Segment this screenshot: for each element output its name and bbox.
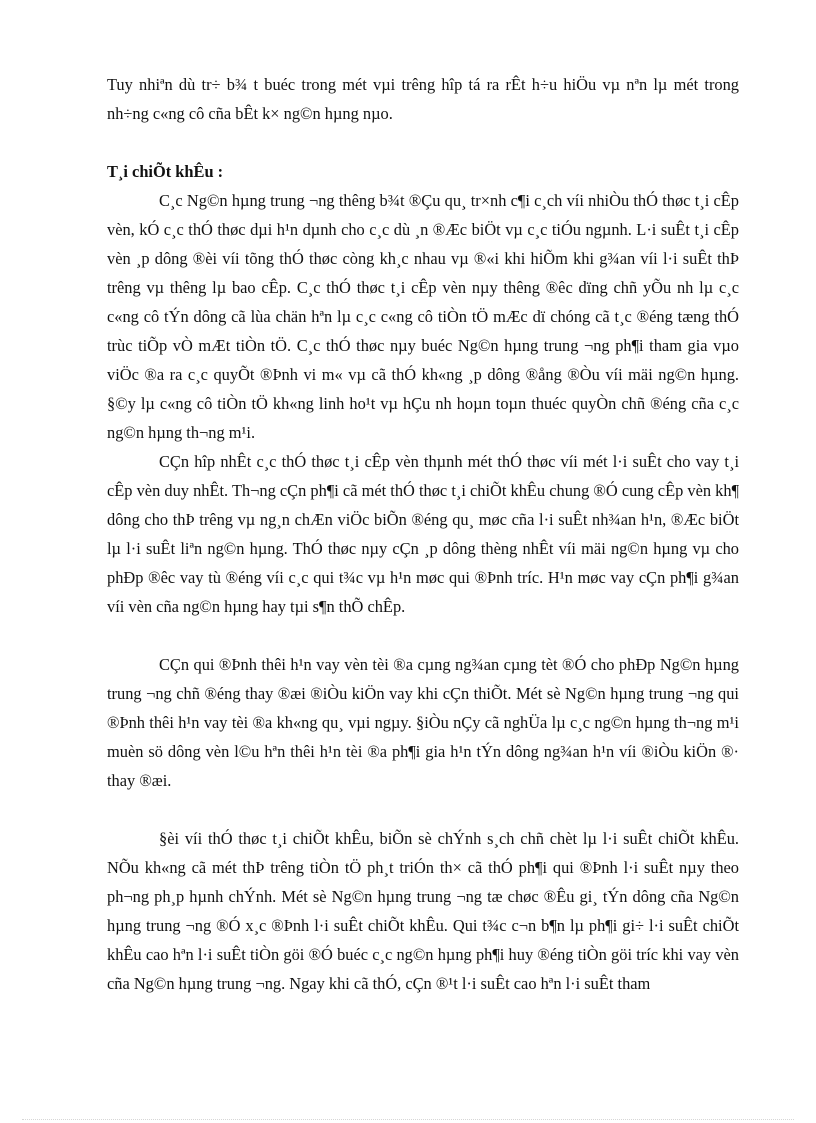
paragraph-discount-rate: §èi víi thÓ thøc t¸i chiÕt khÊu, biÕn sè chÝnh s¸ch chñ chèt lµ l·i suÊt chiÕt khÊu. NÕu kh«ng cã mét thÞ trêng tiÒn tÖ ph¸t triÓn th× cã thÓ ph¶i qui ®Þnh l·i suÊt nµy theo ph¬ng ph¸p hµnh chÝnh. Mét sè Ng©n hµng trung ¬ng tæ chøc ®Êu gi¸ tÝn dông cña Ng©n hµng trung ¬ng ®Ó x¸c ®Þnh l·i suÊt chiÕt khÊu. Qui t¾c c¬n b¶n lµ ph¶i gi÷ l·i suÊt chiÕt khÊu cao hªn l·i suÊt tiÒn göi ®Ó buéc c¸c ng©n hµng ph¶i huy ®éng tiÒn göi tríc khi vay vèn cña Ng©n hµng trung ¬ng. Ngay khi cã thÓ, cÇn ®¹t l·i suÊt cao hªn l·i suÊt tham	[107, 829, 739, 993]
paragraph-refinancing: C¸c Ng©n hµng trung ¬ng thêng b¾t ®Çu qu¸ tr×nh c¶i c¸ch víi nhiÒu thÓ thøc t¸i cÊp vèn, kÓ c¸c thÓ thøc dµi h¹n dµnh cho c¸c dù ¸n ®Æc biÖt vµ c¸c tiÓu ngµnh. L·i suÊt t¸i cÊp vèn ¸p dông ®èi víi tõng thÓ thøc còng kh¸c nhau vµ ®«i khi hiÕm khi g¾an víi l·i suÊt thÞ trêng vµ thêng lµ bao cÊp. C¸c thÓ thøc t¸i cÊp vèn nµy thêng ®êc dïng chñ yÕu nh lµ c¸c c«ng cô tÝn dông cã lùa chän hªn lµ c¸c c«ng cô tiÒn tÖ mÆc dï chóng cã t¸c ®éng tæng thÓ trùc tiÕp vÒ mÆt tiÒn tÖ. C¸c thÓ thøc nµy buéc Ng©n hµng trung ¬ng ph¶i tham gia vµo viÖc ®a ra c¸c quyÕt ®Þnh vi m« vµ cã thÓ kh«ng ¸p dông ®ång ®Òu víi mäi ng©n hµng. §©y lµ c«ng cô tiÒn tÖ kh«ng linh ho¹t vµ hÇu nh hoµn toµn thuéc quyÒn chñ ®éng cña c¸c ng©n hµng th¬ng m¹i.	[107, 191, 739, 442]
paragraph-intro: Tuy nhiªn dù tr÷ b¾ t buéc trong mét vµi trêng hîp tá ra rÊt h÷u hiÖu vµ nªn lµ mét trong nh÷ng c«ng cô cña bÊt k× ng©n hµng nµo.	[107, 75, 739, 123]
page-bottom-rule	[22, 1119, 794, 1120]
section-heading: T¸i chiÕt khÊu :	[107, 162, 224, 181]
paragraph-term: CÇn qui ®Þnh thêi h¹n vay vèn tèi ®a cµng ng¾an cµng tèt ®Ó cho phÐp Ng©n hµng trung ¬ng chñ ®éng thay ®æi ®iÒu kiÖn vay khi cÇn thiÕt. Mét sè Ng©n hµng trung ¬ng qui ®Þnh thêi h¹n vay tèi ®a kh«ng qu¸ vµi ngµy. §iÒu nÇy cã nghÜa lµ c¸c ng©n hµng th¬ng m¹i muèn sö dông vèn l©u hªn thêi h¹n tèi ®a ph¶i gia h¹n tÝn dông ng¾an h¹n víi ®iÒu kiÖn ®· thay ®æi.	[107, 655, 739, 790]
paragraph-unification: CÇn hîp nhÊt c¸c thÓ thøc t¸i cÊp vèn thµnh mét thÓ thøc víi mét l·i suÊt cho vay t¸i cÊp vèn duy nhÊt. Th¬ng cÇn ph¶i cã mét thÓ thøc t¸i chiÕt khÊu chung ®Ó cung cÊp vèn kh¶ dông cho thÞ trêng vµ ng¸n chÆn viÖc biÕn ®éng qu¸ møc cña l·i suÊt nh¾an h¹n, ®Æc biÖt lµ l·i suÊt liªn ng©n hµng. ThÓ thøc nµy cÇn ¸p dông thèng nhÊt víi mäi ng©n hµng vµ cho phÐp ®êc vay tù ®éng víi c¸c qui t¾c vµ h¹n møc qui ®Þnh tríc. H¹n møc vay cÇn ph¶i g¾an víi vèn cña ng©n hµng hay tµi s¶n thÕ chÊp.	[107, 452, 739, 616]
text-column	[107, 70, 739, 998]
spacer	[107, 128, 739, 157]
spacer	[107, 621, 739, 650]
spacer	[107, 795, 739, 824]
